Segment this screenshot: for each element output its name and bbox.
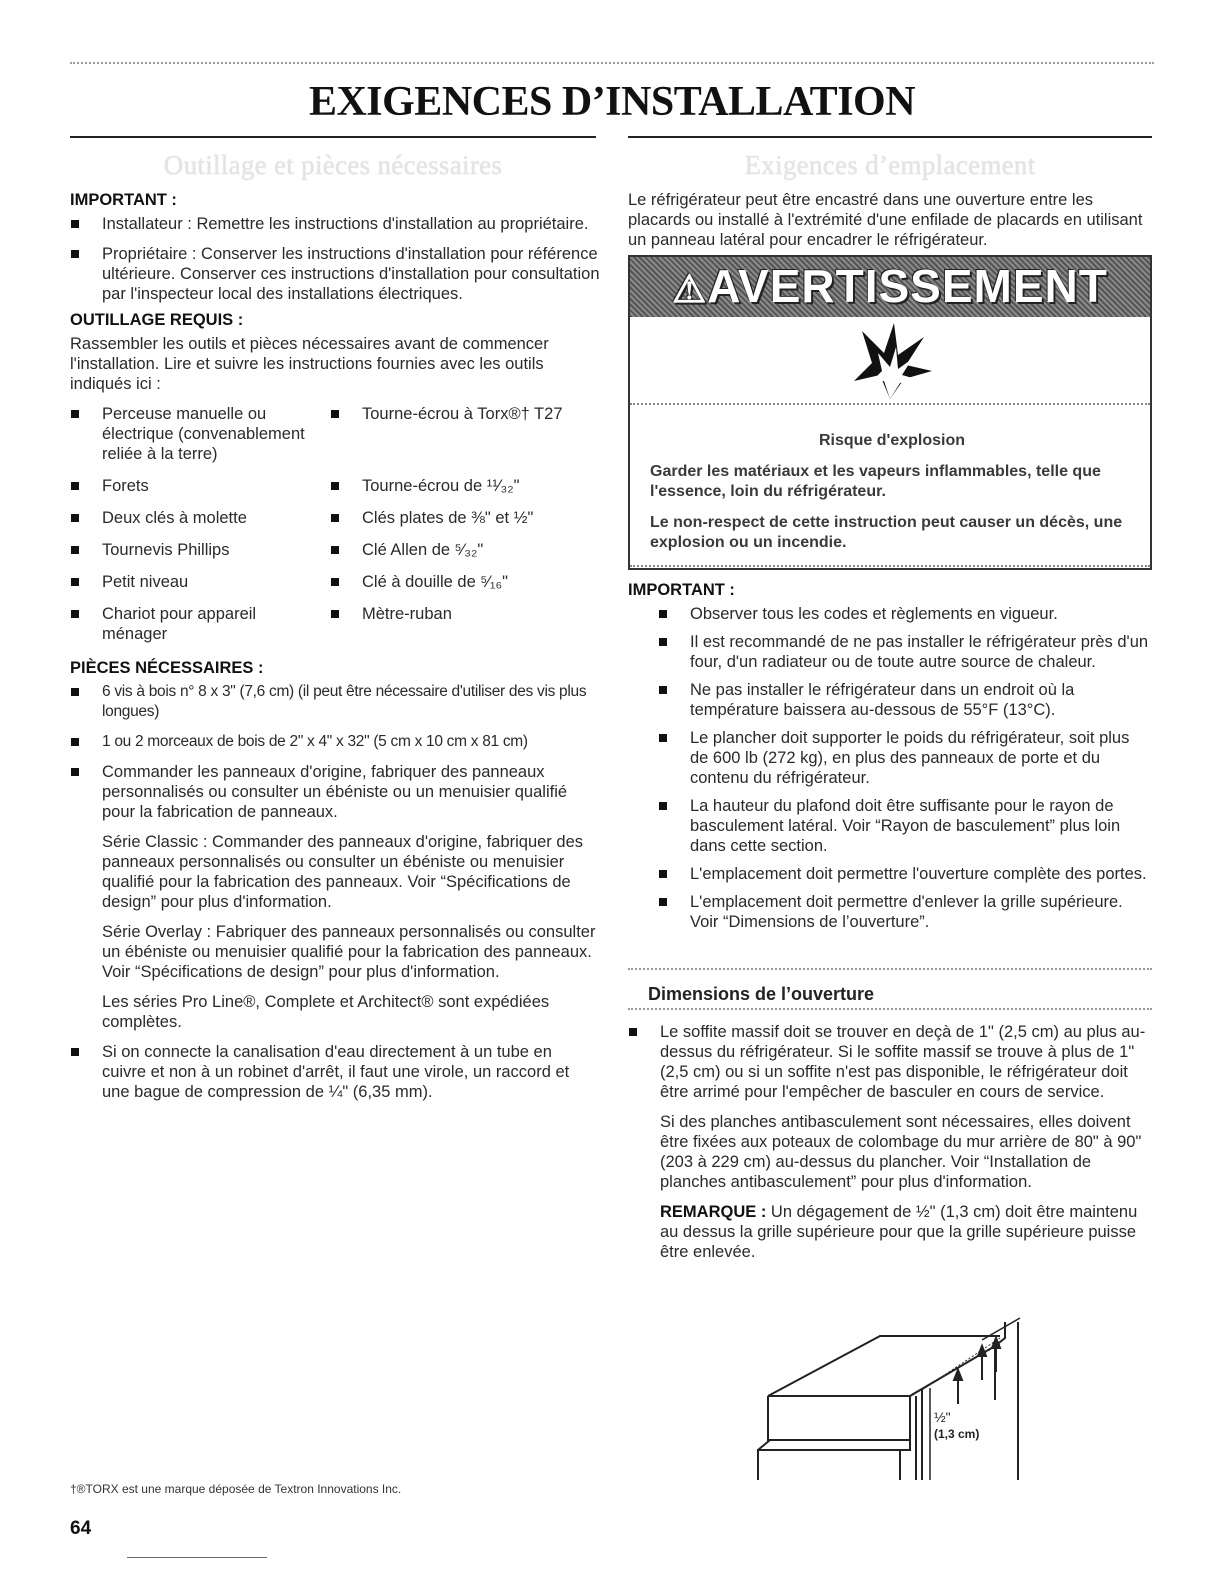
clearance-label-cm: (1,3 cm)	[934, 1427, 980, 1441]
remark-text: REMARQUE : Un dégagement de ½" (1,3 cm) doit être maintenu au dessus la grille supérieure pour que la grille supérieure puisse être enlevée.	[660, 1203, 1138, 1261]
page-title: EXIGENCES D’INSTALLATION	[308, 79, 916, 125]
series-overlay-text: Série Overlay : Fabriquer des panneaux personnalisés ou consulter un ébéniste ou menuisier qualifié pour la fabrication des panneaux. Voir “Spécifications de design” pour plus d'information.	[102, 923, 596, 981]
clearance-label-inches: ½"	[934, 1409, 951, 1425]
tool-item: Petit niveau	[70, 572, 330, 592]
hazard-title: Risque d'explosion	[818, 432, 966, 449]
top-dotted-rule	[70, 62, 1154, 64]
tool-item: Tourne-écrou de ¹¹⁄₃₂"	[330, 476, 600, 496]
tool-item: Forets	[70, 476, 330, 496]
footnote: †®TORX est une marque déposée de Textron Innovations Inc.	[70, 1482, 402, 1496]
antitip-text: Si des planches antibasculement sont nécessaires, elles doivent être fixées aux poteaux de colombage du mur arrière de 80" à 90" (203 à 229 cm) au-dessus du plancher. Voir “Installation de planches antibasculement” pour plus d'information.	[660, 1113, 1142, 1191]
part-item: Commander les panneaux d'origine, fabriquer des panneaux personnalisés ou consulter un ébéniste ou un menuisier qualifié pour la fabrication de panneaux.	[70, 762, 600, 822]
list-item: L'emplacement doit permettre d'enlever la grille supérieure. Voir “Dimensions de l’ouverture”.	[658, 892, 1152, 932]
part-item: 1 ou 2 morceaux de bois de 2" x 4" x 32" (5 cm x 10 cm x 81 cm)	[70, 732, 600, 752]
right-section-title: Exigences d’emplacement	[744, 150, 1036, 180]
left-column	[70, 190, 600, 1112]
right-important-section	[628, 580, 1152, 940]
tool-item: Tournevis Phillips	[70, 540, 330, 560]
clearance-diagram	[750, 1310, 1030, 1490]
list-item: Le plancher doit supporter le poids du réfrigérateur, soit plus de 600 lb (272 kg), en plus des panneaux de porte et du contenu du réfrigérateur.	[658, 728, 1152, 788]
part-item: 6 vis à bois n° 8 x 3" (7,6 cm) (il peut être nécessaire d'utiliser des vis plus longues)	[70, 682, 600, 722]
tool-item: Chariot pour appareil ménager	[70, 604, 330, 644]
list-item: L'emplacement doit permettre l'ouverture complète des portes.	[658, 864, 1152, 884]
list-item: Installateur : Remettre les instructions d'installation au propriétaire.	[70, 214, 600, 234]
tools-list	[70, 404, 600, 644]
tool-item: Clé Allen de ⁵⁄₃₂"	[330, 540, 600, 560]
right-title-rule	[628, 136, 1152, 138]
part-item: Si on connecte la canalisation d'eau directement à un tube en cuivre et non à un robinet d'arrêt, il faut une virole, un raccord et une bague de compression de ¼" (6,35 mm).	[70, 1042, 600, 1102]
tools-heading: OUTILLAGE REQUIS :	[70, 311, 244, 329]
page-number: 64	[70, 1518, 92, 1539]
list-item: Ne pas installer le réfrigérateur dans un endroit où la température baissera au-dessous de 55°F (13°C).	[658, 680, 1152, 720]
dimensions-top-rule	[628, 968, 1152, 970]
list-item: Observer tous les codes et règlements en vigueur.	[658, 604, 1152, 624]
tool-item: Perceuse manuelle ou électrique (convenablement reliée à la terre)	[70, 404, 330, 464]
left-title-rule	[70, 136, 596, 138]
series-classic-text: Série Classic : Commander des panneaux d'origine, fabriquer des panneaux personnalisés ou consulter un ébéniste ou menuisier qualifié pour la fabrication des panneaux. Voir “Spécifications de design” pour plus d'information.	[102, 833, 583, 911]
warning-box	[628, 255, 1152, 570]
warning-line-2: Le non-respect de cette instruction peut causer un décès, une explosion ou un incendie.	[650, 514, 1123, 551]
tool-item: Tourne-écrou à Torx®† T27	[330, 404, 600, 464]
warning-triangle-icon: ⚠	[672, 269, 708, 311]
important-list-right	[628, 604, 1152, 932]
left-section-title: Outillage et pièces nécessaires	[163, 150, 503, 180]
dimensions-section	[628, 1022, 1152, 1272]
parts-heading: PIÈCES NÉCESSAIRES :	[70, 659, 264, 677]
dimensions-title: Dimensions de l’ouverture	[648, 984, 875, 1004]
list-item: Il est recommandé de ne pas installer le réfrigérateur près d'un four, d'un radiateur ou de toute autre source de chaleur.	[658, 632, 1152, 672]
bottom-link-rule	[127, 1557, 267, 1558]
explosion-icon	[840, 319, 940, 403]
warning-bottom-rule	[630, 565, 1150, 567]
important-heading: IMPORTANT :	[70, 191, 177, 209]
soffit-item: Le soffite massif doit se trouver en deçà de 1" (2,5 cm) au plus au-dessus du réfrigérateur. Si le soffite massif se trouve à plus de 1" (2,5 cm) ou si un soffite n'est pas disponible, le réfrigérateur doit être arrimé pour l'empêcher de basculer en cours de service.	[628, 1022, 1152, 1102]
warning-divider	[630, 403, 1150, 405]
dimensions-bottom-rule	[628, 1008, 1152, 1010]
right-intro: Le réfrigérateur peut être encastré dans une ouverture entre les placards ou installé à l'extrémité d'une enfilade de placards en utilisant un panneau latéral pour encadrer le réfrigérateur.	[628, 191, 1143, 249]
tool-item: Deux clés à molette	[70, 508, 330, 528]
tool-item: Clés plates de ⅜" et ½"	[330, 508, 600, 528]
tool-item: Clé à douille de ⁵⁄₁₆"	[330, 572, 600, 592]
remark-label: REMARQUE :	[660, 1203, 767, 1221]
warning-banner	[630, 257, 1150, 317]
tools-intro: Rassembler les outils et pièces nécessaires avant de commencer l'installation. Lire et suivre les instructions fournies avec les outils indiqués ici :	[70, 335, 549, 393]
series-other-text: Les séries Pro Line®, Complete et Architect® sont expédiées complètes.	[102, 993, 550, 1031]
list-item: Propriétaire : Conserver les instructions d'installation pour référence ultérieure. Conserver ces instructions d'installation pour consultation par l'inspecteur local des installations électriques.	[70, 244, 600, 304]
list-item: La hauteur du plafond doit être suffisante pour le rayon de basculement latéral. Voir “Rayon de basculement” plus loin dans cette section.	[658, 796, 1152, 856]
tool-item: Mètre-ruban	[330, 604, 600, 644]
important-heading-right: IMPORTANT :	[628, 581, 735, 599]
warning-line-1: Garder les matériaux et les vapeurs inflammables, telle que l'essence, loin du réfrigérateur.	[650, 463, 1101, 500]
warning-title: ⚠AVERTISSEMENT	[672, 260, 1108, 312]
